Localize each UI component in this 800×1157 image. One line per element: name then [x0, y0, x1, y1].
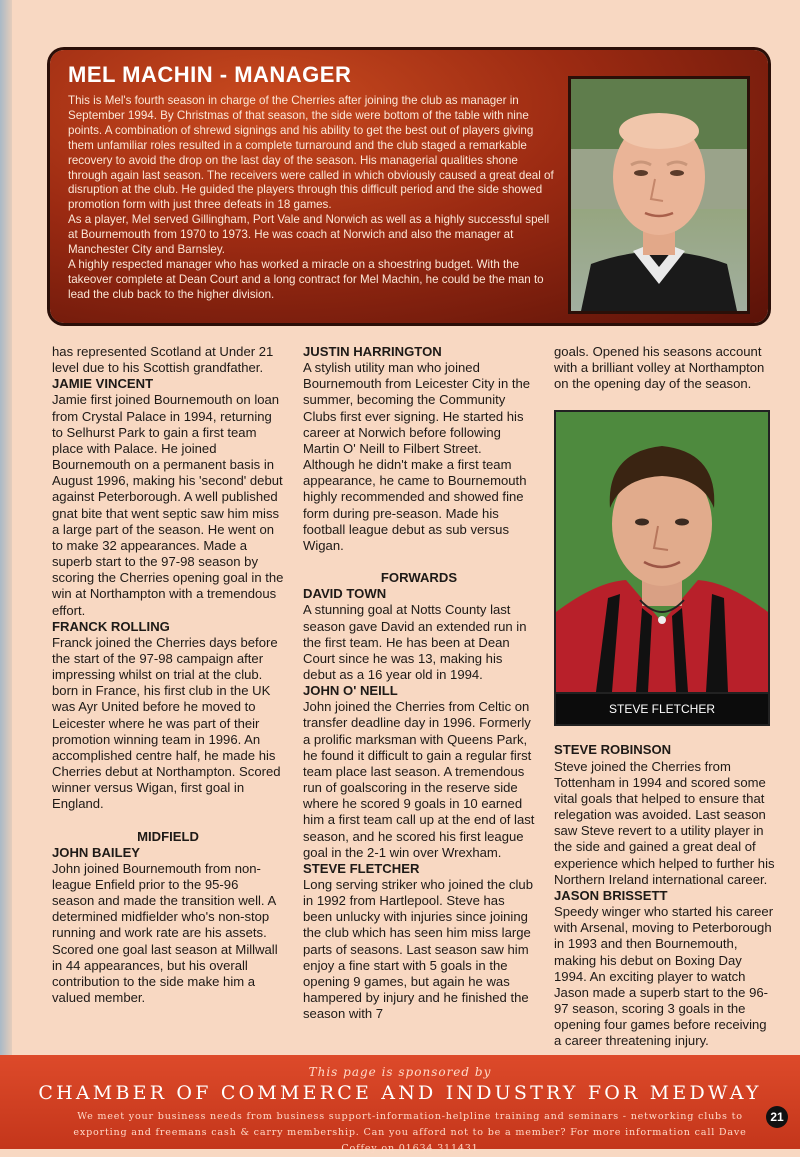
sponsor-intro: This page is sponsored by [308, 1065, 492, 1079]
player-photo [554, 410, 770, 694]
player-bio-justin-harrington: A stylish utility man who joined Bournemouth from Leicester City in the summer, becoming the Community Clubs first ever signing. He started his career at Norwich before following Martin O' Neill to Filbert Street. Although he didn't make a first team appearance, he came to Bournemouth highly recommended and showed fine form during pre-season. Made his football league debut as sub versus Wigan. [303, 360, 531, 553]
manager-paragraph: As a player, Mel served Gillingham, Port Vale and Norwich as well as a highly successful spell at Bournemouth from 1970 to 1973. He was coach at Norwich and also the manager at Manchester City and Barnsley. [68, 213, 550, 257]
player-name-david-town: DAVID TOWN [303, 586, 387, 602]
sponsor-tagline: We meet your business needs from business support-information-helpline training and seminars - networking clubs to exporting and freemans cash & carry membership. Can you afford not to be a member? For more information call Dave Coffey on 01634 311431 [73, 1111, 747, 1154]
manager-portrait-image [571, 79, 747, 311]
sponsor-name: CHAMBER OF COMMERCE AND INDUSTRY FOR MEDWAY [38, 1082, 762, 1104]
player-name-john-oneill: JOHN O' NEILL [303, 683, 398, 699]
continued-text: goals. Opened his seasons account with a brilliant volley at Northampton on the opening day of the season. [554, 344, 765, 392]
player-bio-john-bailey: John joined Bournemouth from non-league Enfield prior to the 95-96 season and made the transition well. A determined midfielder who's non-stop running and work rate are his assets. Scored one goal last season at Millwall in 44 appearances, but his overall contribution to the side make him a valued member. [52, 860, 278, 1006]
player-bio-steve-fletcher: Long serving striker who joined the club in 1992 from Hartlepool. Steve has been unlucky with injuries since joining the club which has seen him miss large parts of seasons. Last season saw him enjoy a fine start with 5 goals in the opening 9 games, but again he was hampered by injury and he finished the season with 7 [303, 877, 533, 1022]
sponsor-banner [0, 1055, 800, 1154]
section-heading-forwards: FORWARDS [380, 570, 458, 586]
manager-paragraph: A highly respected manager who has worked a miracle on a shoestring budget. With the takeover complete at Dean Court and a long contract for Mel Machin, he could be the man to lead the club back to the higher division. [68, 257, 544, 301]
photo-caption: STEVE FLETCHER [554, 694, 770, 726]
column-3 [554, 344, 776, 1049]
spacer [52, 813, 284, 829]
player-name-john-bailey: JOHN BAILEY [52, 844, 141, 860]
player-name-steve-robinson: STEVE ROBINSON [554, 742, 672, 758]
page-number: 21 [766, 1106, 788, 1128]
spacer [303, 554, 535, 570]
section-heading-midfield: MIDFIELD [137, 828, 199, 844]
player-bio-jamie-vincent: Jamie first joined Bournemouth on loan from Crystal Palace in 1994, returning to Selhurst Park to gain a first team place with Palace. He joined Bournemouth on a permanent basis in August 1996, making his 'second' debut against Peterborough. A well published gnat bite that went septic saw him miss a large part of the season. He went on to make 32 appearances. Made a superb start to the 97-98 season by scoring the Cherries opening goal in the win at Northampton with a tremendous effort. [52, 392, 284, 618]
player-name-steve-fletcher: STEVE FLETCHER [303, 860, 420, 876]
continued-text: has represented Scotland at Under 21 level due to his Scottish grandfather. [52, 344, 274, 376]
manager-panel [50, 50, 768, 323]
manager-bio [68, 94, 558, 303]
player-name-franck-rolling: FRANCK ROLLING [52, 618, 170, 634]
player-bio-david-town: A stunning goal at Notts County last season gave David an extended run in the first team. He has been at Dean Court since he was 13, making his debut as a 16 year old in 1994. [303, 602, 527, 682]
player-bio-john-oneill: John joined the Cherries from Celtic on transfer deadline day in 1996. Formerly a prolific marksman with Queens Park, he found it difficult to gain a regular first team place last season. A tremendous run of goalscoring in the reserve side where he scored 9 goals in 10 earned him a first team call up at the end of last season, and he scored his first league goal in the 2-1 win over Wrexham. [303, 699, 535, 860]
column-2 [303, 344, 535, 1022]
player-name-jason-brissett: JASON BRISSETT [554, 887, 668, 903]
manager-title: MEL MACHIN - MANAGER [68, 62, 352, 87]
player-bio-steve-robinson: Steve joined the Cherries from Tottenham in 1994 and scored some vital goals that helped to ensure that relegation was avoided. Last season saw Steve revert to a utility player in the side and gained a great deal of experience which helped to further his Northern Ireland international career. [554, 758, 775, 887]
player-bio-franck-rolling: Franck joined the Cherries days before the start of the 97-98 campaign after impressing whilst on trial at the club. born in France, his first club in the UK was Ayr United before he moved to Leicester where he was part of their promotion winning team in 1996. An accomplished centre half, he made his Cherries debut at Northampton. Scored winner versus Wigan, first goal in England. [52, 634, 281, 812]
steve-fletcher-portrait-image [556, 412, 768, 692]
manager-paragraph: This is Mel's fourth season in charge of the Cherries after joining the club as manager in September 1994. By Christmas of that season, the side were bottom of the table with nine points. A combination of shrewd signings and his ability to get the best out of players giving them unfamiliar roles resulted in a complete turnaround and the club staged a remarkable recovery to avoid the drop on the last day of the season. His managerial qualities shone through again last season. The receivers were called in which obviously caused a great deal of disruption at the club. He guided the players through this difficult period and the side showed promotion form with just three defeats in 18 games. [68, 94, 554, 212]
column-1 [52, 344, 284, 1006]
player-bio-jason-brissett: Speedy winger who started his career with Arsenal, moving to Peterborough in 1993 and then Bournemouth, making his debut on Boxing Day 1994. An exciting player to watch Jason made a superb start to the 96-97 season, scoring 3 goals in the opening four games before receiving a career threatening injury. [554, 904, 774, 1049]
spacer [554, 726, 776, 742]
manager-photo [568, 76, 750, 314]
player-name-justin-harrington: JUSTIN HARRINGTON [303, 344, 442, 359]
page-edge [0, 0, 12, 1149]
player-name-jamie-vincent: JAMIE VINCENT [52, 376, 154, 392]
